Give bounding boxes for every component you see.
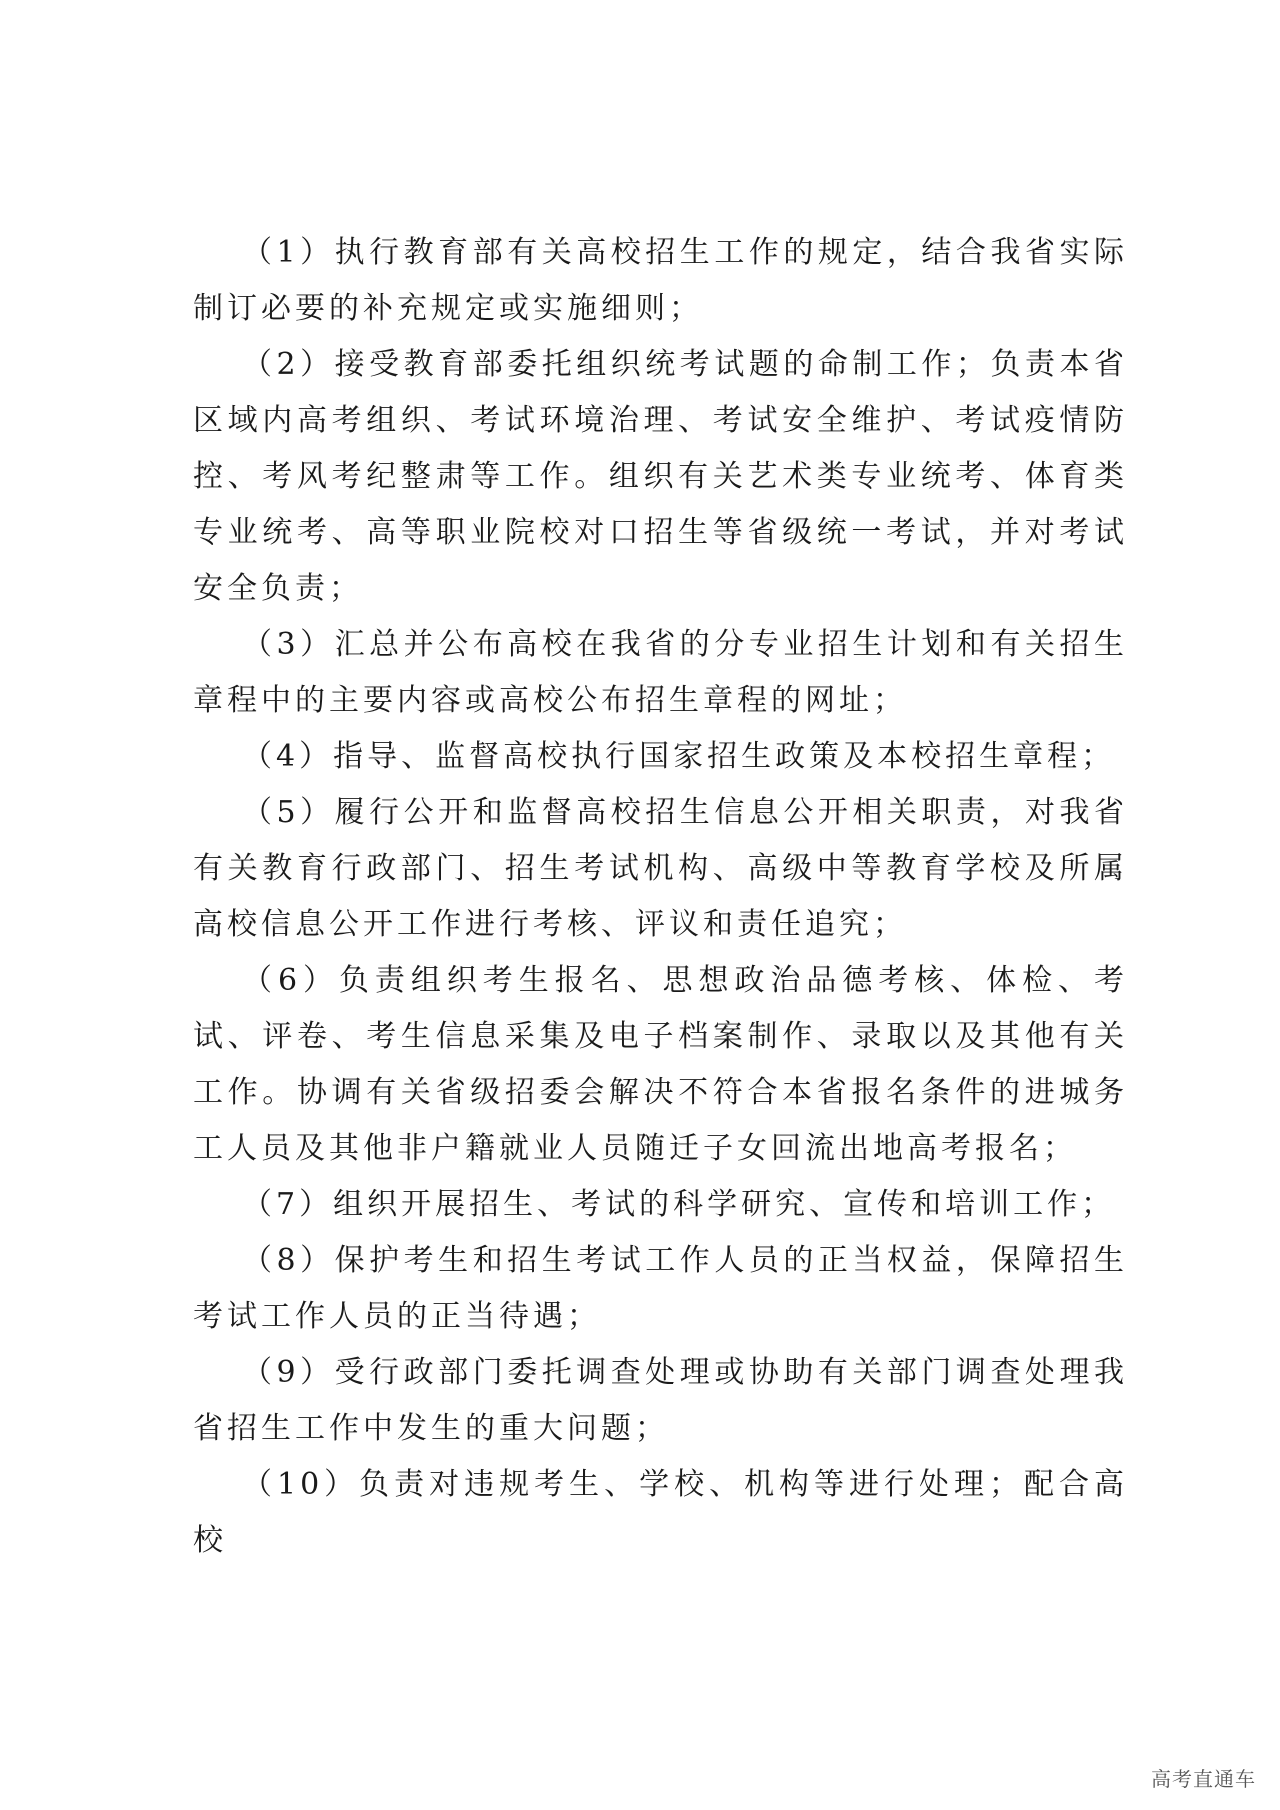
paragraph-item-10: （10）负责对违规考生、学校、机构等进行处理；配合高校 <box>193 1467 1128 1558</box>
paragraph-item-5: （5）履行公开和监督高校招生信息公开相关职责，对我省有关教育行政部门、招生考试机构、高级中等教育学校及所属高校信息公开工作进行考核、评议和责任追究； <box>193 795 1128 942</box>
paragraph-item-7: （7）组织开展招生、考试的科学研究、宣传和培训工作； <box>242 1187 1116 1222</box>
paragraph-item-4: （4）指导、监督高校执行国家招生政策及本校招生章程； <box>242 739 1116 774</box>
paragraph-item-1: （1）执行教育部有关高校招生工作的规定，结合我省实际制订必要的补充规定或实施细则； <box>193 235 1128 326</box>
paragraph-item-2: （2）接受教育部委托组织统考试题的命制工作；负责本省区域内高考组织、考试环境治理、考试安全维护、考试疫情防控、考风考纪整肃等工作。组织有关艺术类专业统考、体育类专业统考、高等职业院校对口招生等省级统一考试，并对考试安全负责； <box>193 347 1128 606</box>
watermark-label: 高考直通车 <box>1145 1761 1262 1794</box>
document-body <box>193 225 1128 1569</box>
paragraph-item-3: （3）汇总并公布高校在我省的分专业招生计划和有关招生章程中的主要内容或高校公布招生章程的网址； <box>193 627 1128 718</box>
paragraph-item-6: （6）负责组织考生报名、思想政治品德考核、体检、考试、评卷、考生信息采集及电子档案制作、录取以及其他有关工作。协调有关省级招委会解决不符合本省报名条件的进城务工人员及其他非户籍就业人员随迁子女回流出地高考报名； <box>193 963 1128 1166</box>
paragraph-item-8: （8）保护考生和招生考试工作人员的正当权益，保障招生考试工作人员的正当待遇； <box>193 1243 1128 1334</box>
paragraph-item-9: （9）受行政部门委托调查处理或协助有关部门调查处理我省招生工作中发生的重大问题； <box>193 1355 1128 1446</box>
